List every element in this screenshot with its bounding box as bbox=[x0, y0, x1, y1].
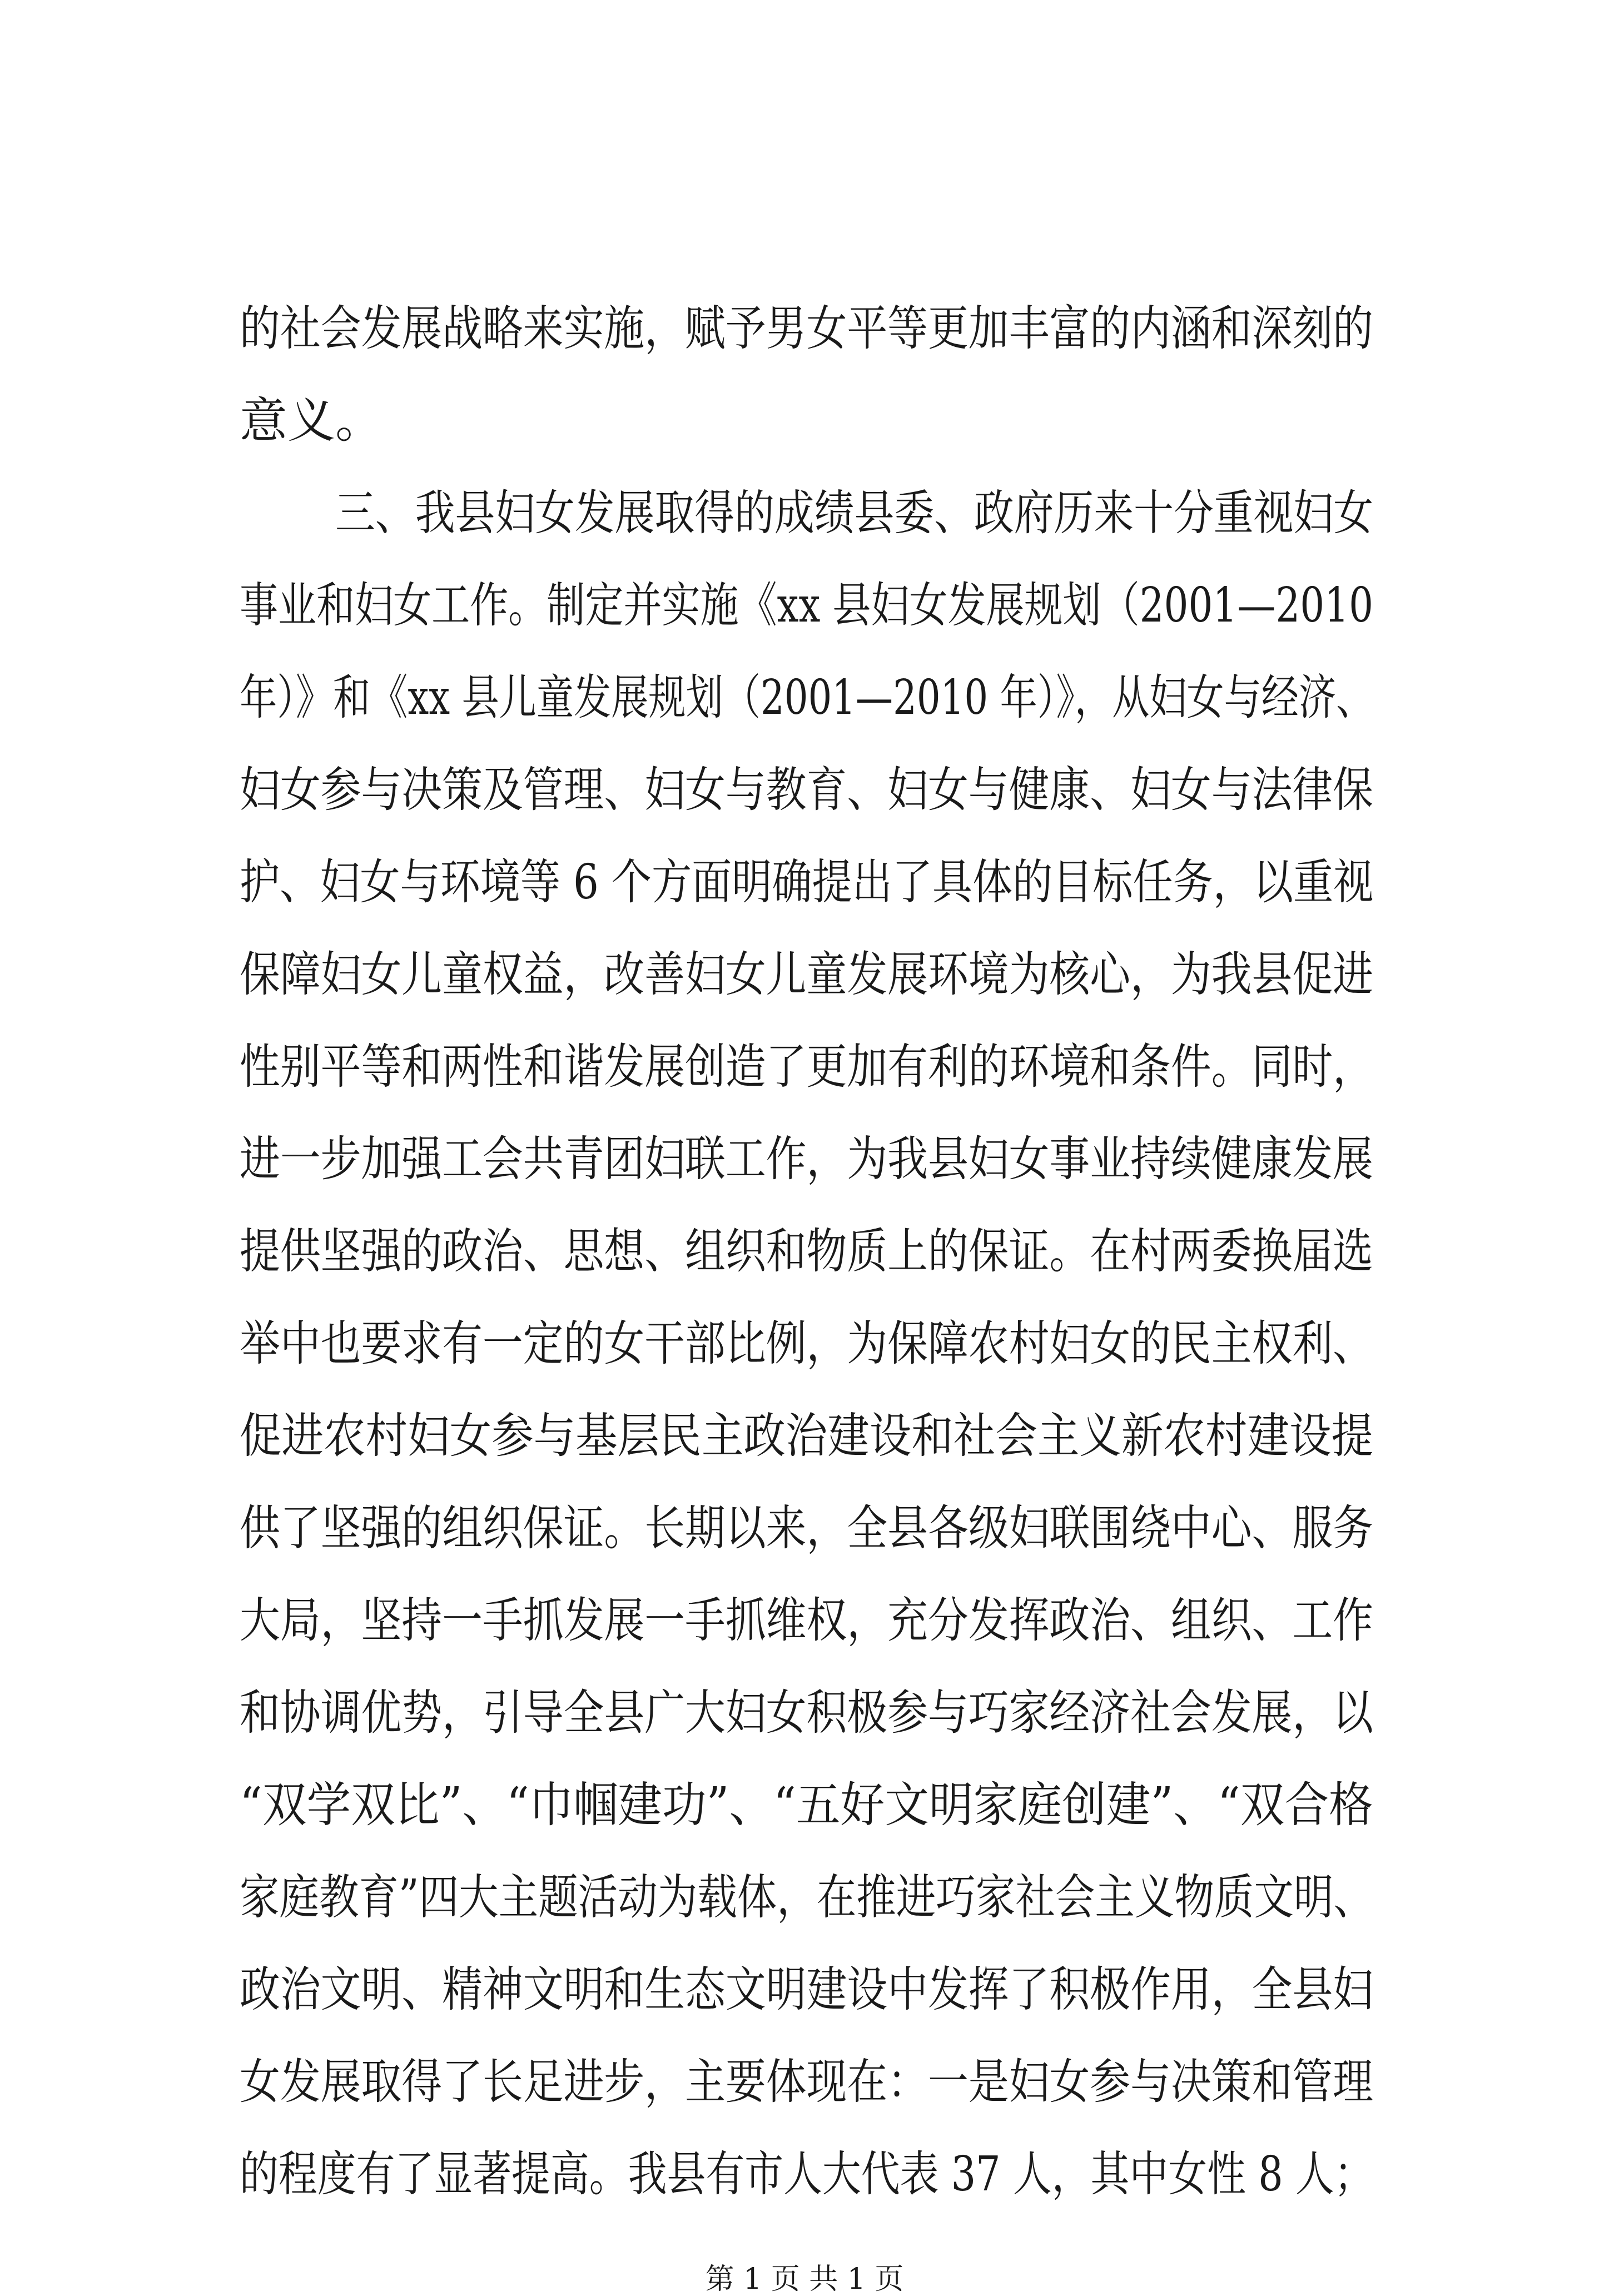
paragraph-2-line-4: 妇女参与决策及管理、妇女与教育、妇女与健康、妇女与法律保 bbox=[240, 762, 1373, 818]
paragraph-2-line-9: 提供坚强的政治、思想、组织和物质上的保证。在村两委换届选 bbox=[240, 1224, 1373, 1279]
paragraph-1-line-1: 的社会发展战略来实施，赋予男女平等更加丰富的内涵和深刻的 bbox=[240, 301, 1373, 356]
paragraph-2-line-16: 家庭教育”四大主题活动为载体，在推进巧家社会主义物质文明、 bbox=[240, 1870, 1373, 1925]
paragraph-2-line-8: 进一步加强工会共青团妇联工作，为我县妇女事业持续健康发展 bbox=[240, 1131, 1373, 1187]
paragraph-2-line-5: 护、妇女与环境等 6 个方面明确提出了具体的目标任务，以重视 bbox=[240, 854, 1374, 910]
paragraph-2-line-14: 和协调优势，引导全县广大妇女积极参与巧家经济社会发展，以 bbox=[240, 1685, 1373, 1741]
paragraph-2-line-15: “双学双比”、“巾帼建功”、“五好文明家庭创建”、“双合格 bbox=[240, 1777, 1373, 1833]
paragraph-2-line-3: 年）》和《xx 县儿童发展规划（2001—2010 年）》，从妇女与经济、 bbox=[240, 670, 1374, 725]
paragraph-2-line-2: 事业和妇女工作。制定并实施《xx 县妇女发展规划（2001—2010 bbox=[240, 578, 1374, 633]
paragraph-2-line-17: 政治文明、精神文明和生态文明建设中发挥了积极作用，全县妇 bbox=[240, 1962, 1373, 2017]
paragraph-2-line-10: 举中也要求有一定的女干部比例，为保障农村妇女的民主权利、 bbox=[240, 1316, 1373, 1371]
paragraph-2-line-11: 促进农村妇女参与基层民主政治建设和社会主义新农村建设提 bbox=[240, 1408, 1373, 1464]
paragraph-1-line-2: 意义。 bbox=[240, 393, 383, 449]
page-footer: 第 1 页 共 1 页 bbox=[705, 2263, 904, 2296]
paragraph-2-line-18: 女发展取得了长足进步，主要体现在：一是妇女参与决策和管理 bbox=[240, 2054, 1373, 2110]
paragraph-2-line-6: 保障妇女儿童权益，改善妇女儿童发展环境为核心，为我县促进 bbox=[240, 947, 1373, 1002]
paragraph-2-line-19: 的程度有了显著提高。我县有市人大代表 37 人，其中女性 8 人； bbox=[240, 2146, 1373, 2202]
paragraph-2-line-12: 供了坚强的组织保证。长期以来，全县各级妇联围绕中心、服务 bbox=[240, 1500, 1373, 1556]
paragraph-2-line-7: 性别平等和两性和谐发展创造了更加有利的环境和条件。同时， bbox=[240, 1039, 1373, 1095]
paragraph-2-line-13: 大局，坚持一手抓发展一手抓维权，充分发挥政治、组织、工作 bbox=[240, 1593, 1373, 1648]
paragraph-2-line-1: 三、我县妇女发展取得的成绩县委、政府历来十分重视妇女 bbox=[335, 485, 1373, 541]
